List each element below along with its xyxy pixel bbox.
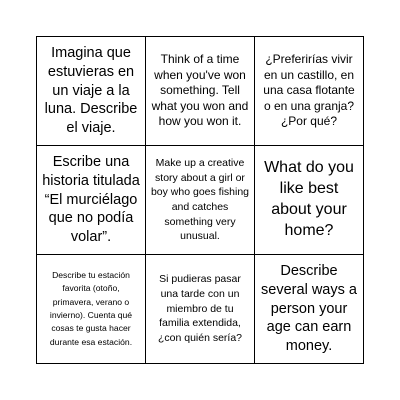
bingo-board	[36, 36, 364, 364]
bingo-cell-3[interactable]	[255, 37, 363, 146]
bingo-cell-6[interactable]	[255, 146, 363, 255]
bingo-cell-text: Escribe una historia titulada “El murciélago que no podía volar”.	[42, 153, 140, 246]
bingo-cell-text: What do you like best about your home?	[264, 159, 354, 239]
bingo-cell-text: Imagina que estuvieras en un viaje a la luna. Describe el viaje.	[44, 44, 138, 137]
bingo-cell-text: Make up a creative story about a girl or boy who goes fishing and catches something very unusual.	[150, 156, 250, 243]
bingo-cell-1[interactable]	[37, 37, 146, 146]
bingo-cell-text: Si pudieras pasar una tarde con un miembro de tu familia extendida, ¿con quién sería?	[157, 273, 243, 345]
bingo-cell-5[interactable]	[146, 146, 255, 255]
bingo-cell-text: Describe tu estación favorita (otoño, primavera, verano o invierno). Cuenta qué cosas te gusta hacer durante esa estación.	[49, 270, 133, 347]
bingo-cell-text: ¿Preferirías vivir en un castillo, en una casa flotante o en una granja? ¿Por qué?	[263, 52, 355, 129]
bingo-cell-8[interactable]	[146, 255, 255, 363]
bingo-cell-text: Think of a time when you've won something. Tell what you won and how you won it.	[151, 52, 249, 129]
bingo-cell-2[interactable]	[146, 37, 255, 146]
bingo-cell-text: Describe several ways a person your age can earn money.	[261, 262, 357, 355]
bingo-cell-7[interactable]	[37, 255, 146, 363]
bingo-cell-4[interactable]	[37, 146, 146, 255]
bingo-cell-9[interactable]	[255, 255, 363, 363]
